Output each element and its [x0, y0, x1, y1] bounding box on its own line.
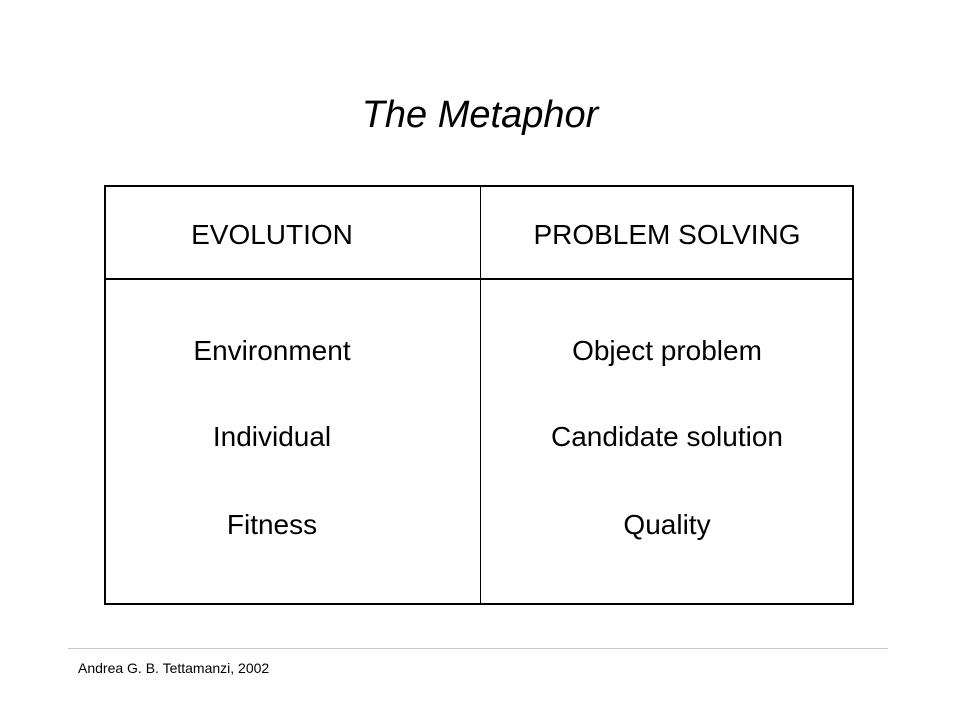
footer-credit: Andrea G. B. Tettamanzi, 2002 [78, 660, 270, 676]
footer-divider [68, 648, 888, 649]
header-problem-solving: PROBLEM SOLVING [533, 219, 801, 250]
cell-fitness: Fitness [226, 509, 318, 540]
cell-quality: Quality [623, 509, 711, 540]
cell-object-problem: Object problem [572, 335, 762, 366]
table-column-divider [480, 185, 481, 605]
table-header-divider [104, 278, 854, 280]
cell-environment: Environment [193, 335, 351, 366]
slide-title: The Metaphor [361, 94, 599, 136]
cell-candidate-solution: Candidate solution [551, 421, 783, 452]
cell-individual: Individual [212, 421, 332, 452]
header-evolution: EVOLUTION [191, 219, 353, 250]
